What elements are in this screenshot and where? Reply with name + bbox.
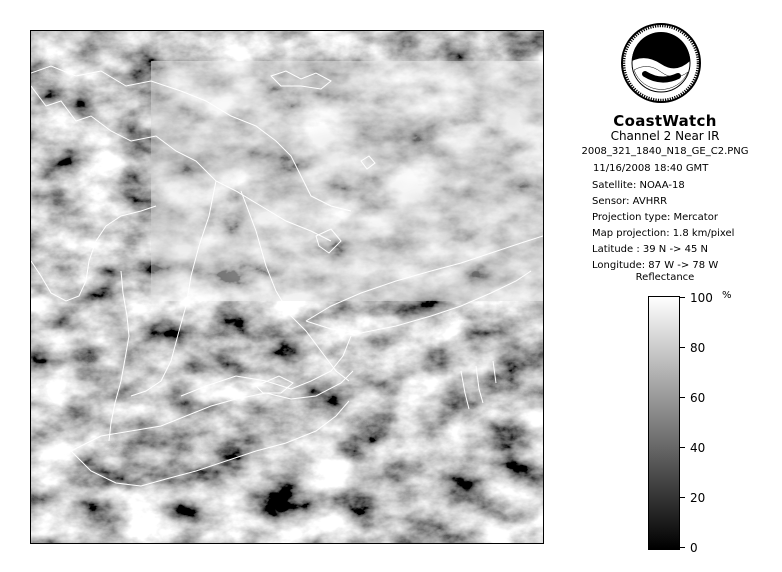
noaa-logo xyxy=(620,22,702,104)
colorbar-tick xyxy=(679,497,685,498)
date-time: 11/16/2008 18:40 GMT xyxy=(593,163,709,174)
tick-label-80: 80 xyxy=(690,341,706,355)
projection-type: Projection type: Mercator xyxy=(592,212,718,223)
legend-title: Reflectance xyxy=(635,272,695,283)
colorbar-tick xyxy=(679,447,685,448)
map-projection: Map projection: 1.8 km/pixel xyxy=(592,228,735,239)
colorbar-tick xyxy=(679,347,685,348)
latitude-range: Latitude : 39 N -> 45 N xyxy=(592,244,708,255)
colorbar-tick xyxy=(679,397,685,398)
sensor-info: Sensor: AVHRR xyxy=(592,196,668,207)
tick-label-0: 0 xyxy=(690,541,698,555)
near-ir-image xyxy=(31,31,543,543)
satellite-image xyxy=(30,30,544,544)
legend-unit: % xyxy=(722,290,732,301)
tick-label-20: 20 xyxy=(690,491,706,505)
longitude-range: Longitude: 87 W -> 78 W xyxy=(592,260,719,271)
colorbar-tick xyxy=(679,297,685,298)
colorbar-tick xyxy=(679,547,685,548)
file-name: 2008_321_1840_N18_GE_C2.PNG xyxy=(581,146,749,157)
tick-label-40: 40 xyxy=(690,441,706,455)
reflectance-colorbar xyxy=(648,296,680,550)
tick-label-60: 60 xyxy=(690,391,706,405)
satellite-info: Satellite: NOAA-18 xyxy=(592,180,685,191)
noaa-seal-icon xyxy=(620,22,702,104)
channel-subtitle: Channel 2 Near IR xyxy=(610,129,720,143)
tick-label-100: 100 xyxy=(690,291,713,305)
product-title: CoastWatch xyxy=(613,112,717,130)
